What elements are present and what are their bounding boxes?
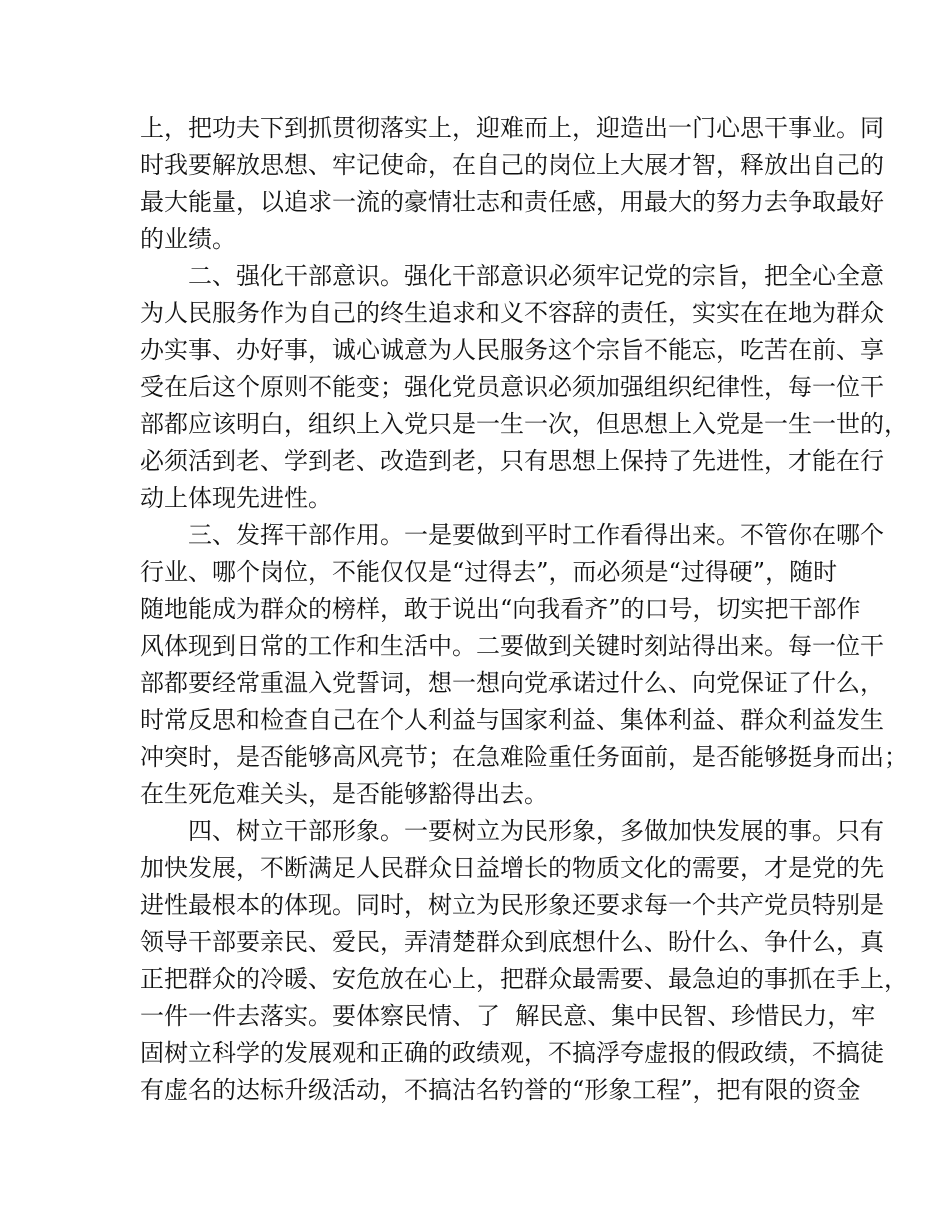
body-line: 固树立科学的发展观和正确的政绩观，不搞浮夸虚报的假政绩，不搞徒	[140, 1039, 884, 1067]
body-line: 必须活到老、学到老、改造到老，只有思想上保持了先进性，才能在行	[140, 447, 884, 475]
body-line: 一件一件去落实。要体察民情、了 解民意、集中民智、珍惜民力，牢	[140, 1002, 876, 1030]
body-line: 时常反思和检查自己在个人利益与国家利益、集体利益、群众利益发生	[140, 706, 884, 734]
body-line: 为人民服务作为自己的终生追求和义不容辞的责任，实实在在地为群众	[140, 299, 884, 327]
body-line: 随地能成为群众的榜样，敢于说出“向我看齐”的口号，切实把干部作	[140, 595, 861, 623]
body-line: 正把群众的冷暖、安危放在心上，把群众最需要、最急迫的事抓在手上，	[140, 965, 908, 993]
body-line: 的业绩。	[140, 225, 236, 253]
paragraph-start-line: 四、树立干部形象。一要树立为民形象，多做加快发展的事。只有	[188, 817, 884, 845]
body-line: 在生死危难关头，是否能够豁得出去。	[140, 780, 548, 808]
body-line: 最大能量，以追求一流的豪情壮志和责任感，用最大的努力去争取最好	[140, 188, 884, 216]
body-line: 受在后这个原则不能变；强化党员意识必须加强组织纪律性，每一位干	[140, 373, 884, 401]
body-line: 部都应该明白，组织上入党只是一生一次，但思想上入党是一生一世的，	[140, 410, 908, 438]
body-line: 冲突时，是否能够高风亮节；在急难险重任务面前，是否能够挺身而出；	[140, 743, 908, 771]
body-line: 办实事、办好事，诚心诚意为人民服务这个宗旨不能忘，吃苦在前、享	[140, 336, 884, 364]
body-line: 领导干部要亲民、爱民，弄清楚群众到底想什么、盼什么、争什么，真	[140, 928, 884, 956]
body-line: 时我要解放思想、牢记使命，在自己的岗位上大展才智，释放出自己的	[140, 151, 884, 179]
paragraph-start-line: 三、发挥干部作用。一是要做到平时工作看得出来。不管你在哪个	[188, 521, 884, 549]
body-line: 风体现到日常的工作和生活中。二要做到关键时刻站得出来。每一位干	[140, 632, 884, 660]
document-body	[140, 110, 908, 1109]
body-line: 上，把功夫下到抓贯彻落实上，迎难而上，迎造出一门心思干事业。同	[140, 114, 884, 142]
body-line: 部都要经常重温入党誓词，想一想向党承诺过什么、向党保证了什么，	[140, 669, 884, 697]
body-line: 加快发展，不断满足人民群众日益增长的物质文化的需要，才是党的先	[140, 854, 884, 882]
body-line: 进性最根本的体现。同时，树立为民形象还要求每一个共产党员特别是	[140, 891, 884, 919]
paragraph-start-line: 二、强化干部意识。强化干部意识必须牢记党的宗旨，把全心全意	[188, 262, 884, 290]
body-line: 行业、哪个岗位，不能仅仅是“过得去”，而必须是“过得硬”，随时	[140, 558, 838, 586]
body-line: 有虚名的达标升级活动，不搞沽名钓誉的“形象工程”，把有限的资金	[140, 1076, 861, 1104]
body-line: 动上体现先进性。	[140, 484, 332, 512]
